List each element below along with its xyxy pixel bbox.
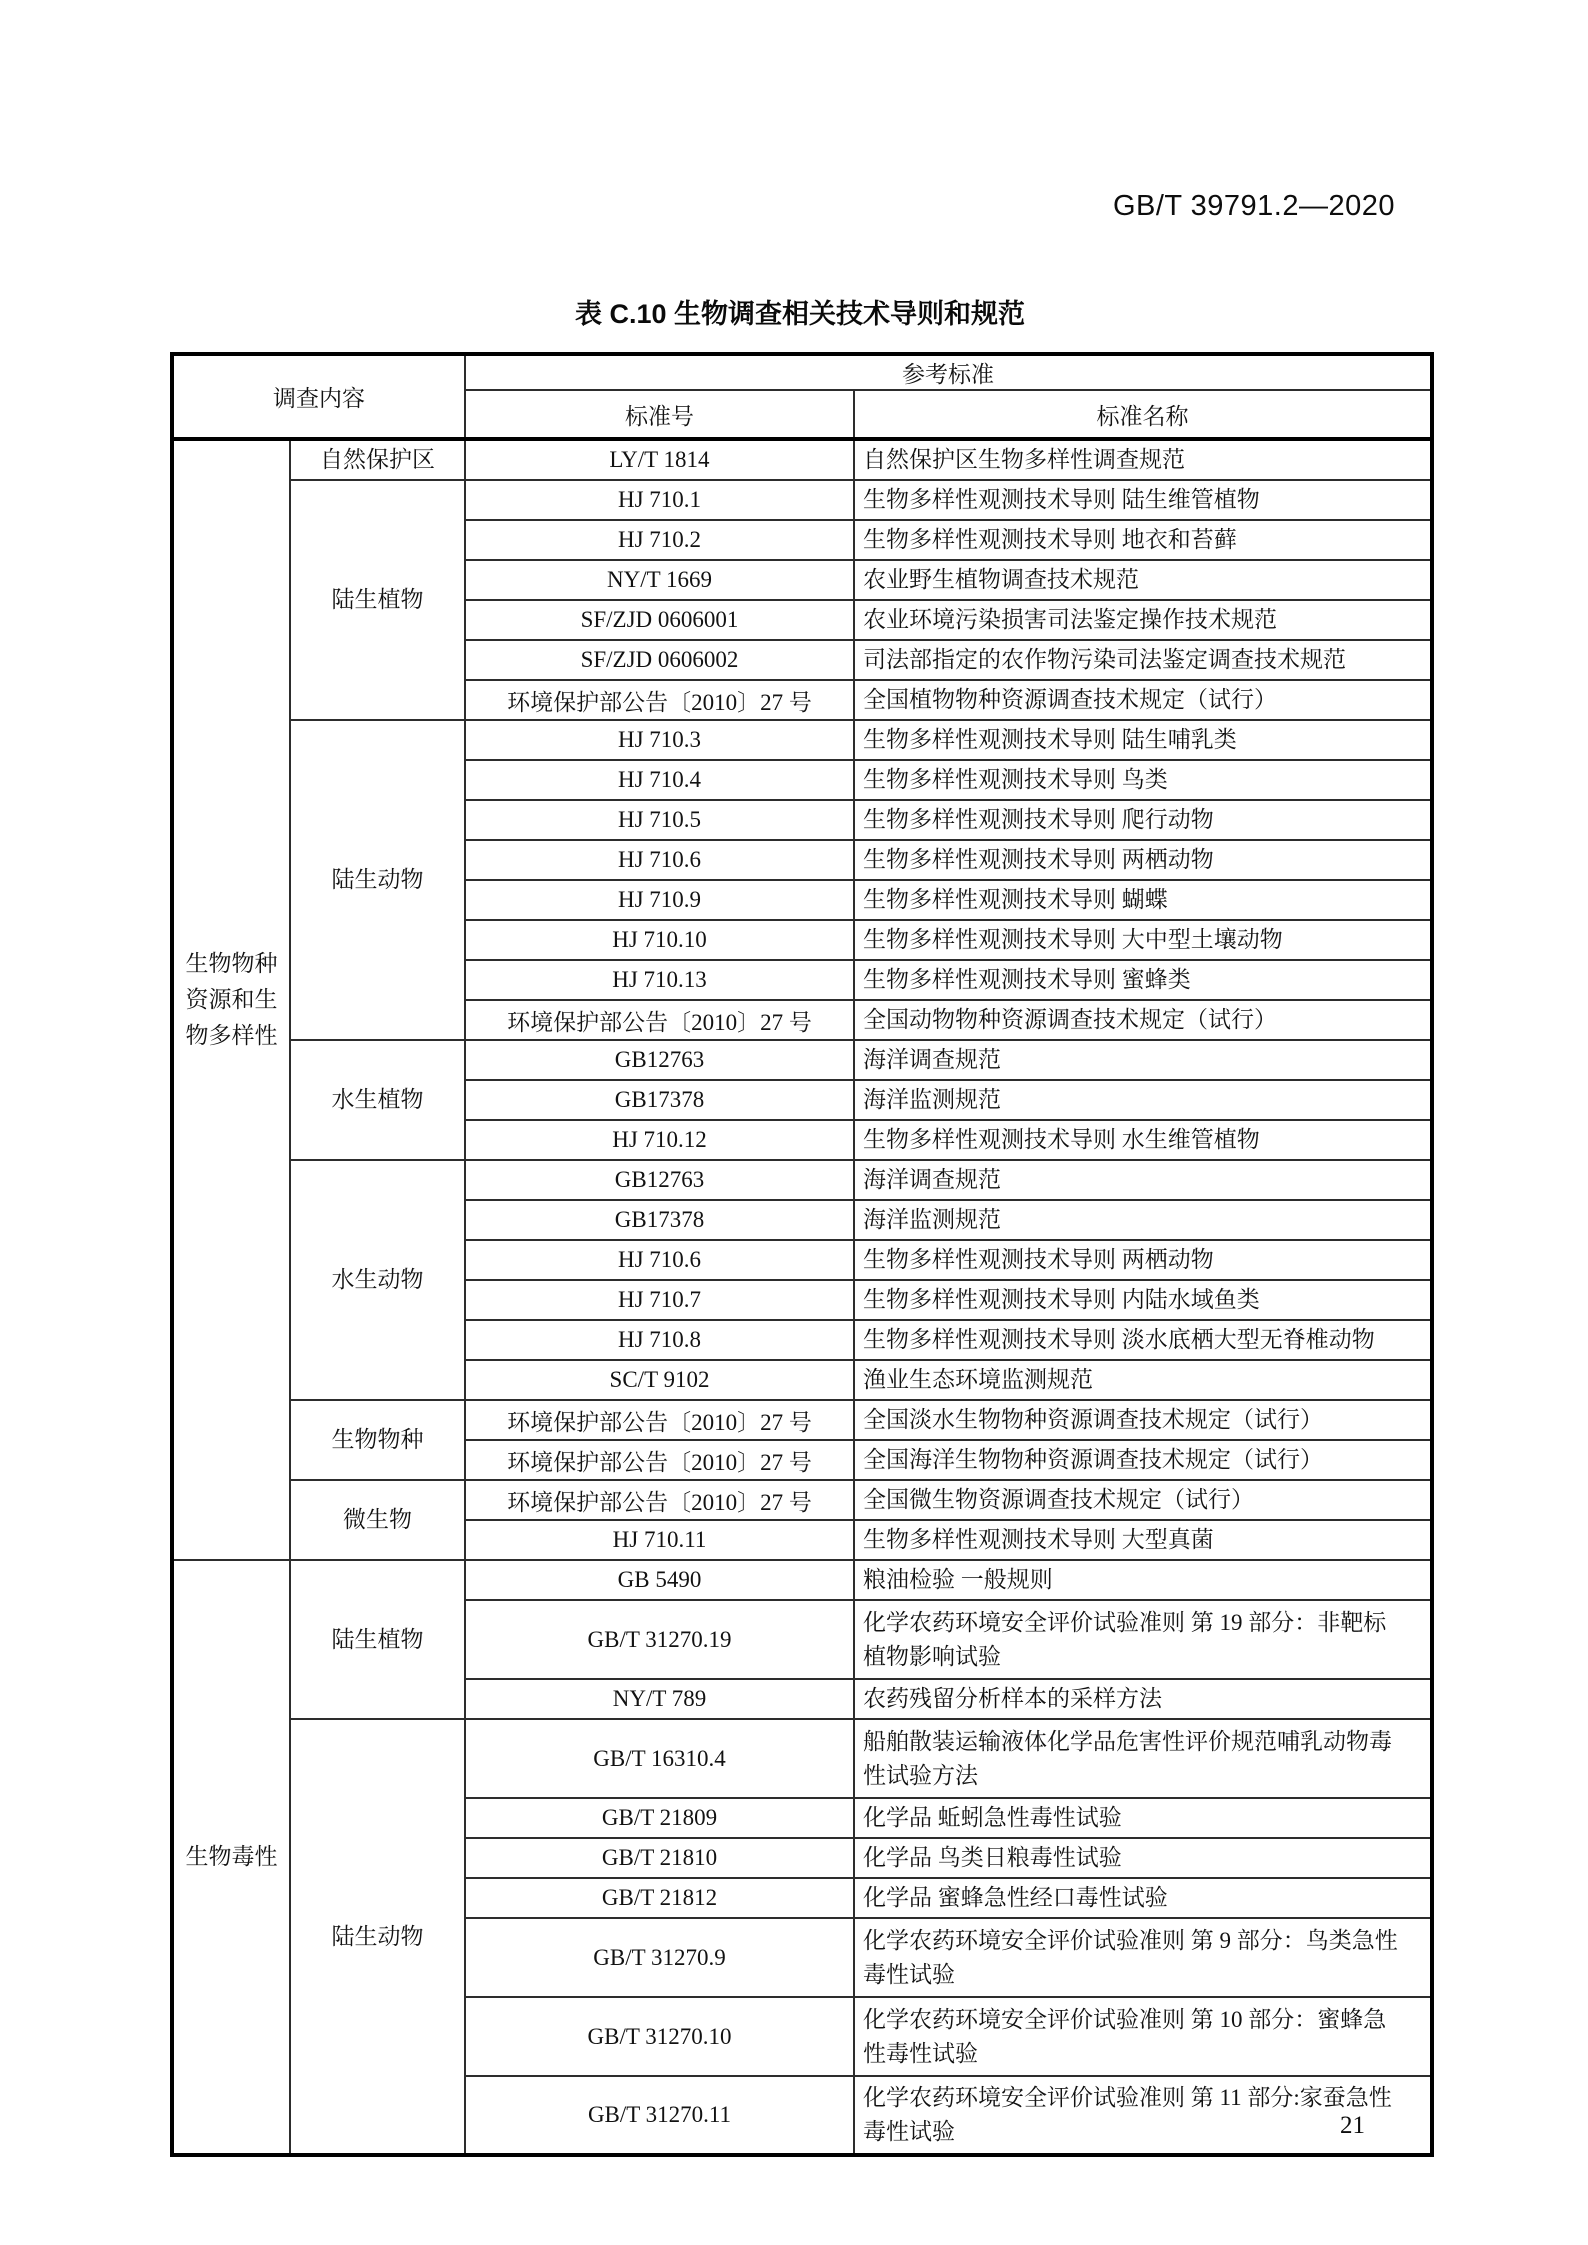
standard-number-cell: HJ 710.1	[465, 480, 854, 520]
standard-name-cell: 农业环境污染损害司法鉴定操作技术规范	[854, 600, 1432, 640]
standard-number-cell: GB12763	[465, 1160, 854, 1200]
standard-name-cell: 海洋监测规范	[854, 1080, 1432, 1120]
standard-number-cell: HJ 710.6	[465, 840, 854, 880]
header-standard-number: 标准号	[465, 390, 854, 439]
category-cell: 生物物种资源和生物多样性	[172, 439, 290, 1560]
standard-number-cell: 环境保护部公告〔2010〕27 号	[465, 680, 854, 720]
standard-number-cell: GB 5490	[465, 1560, 854, 1600]
standard-number-cell: HJ 710.13	[465, 960, 854, 1000]
header-reference-standard: 参考标准	[465, 354, 1432, 390]
subcategory-cell: 陆生植物	[290, 1560, 465, 1719]
standard-name-cell: 化学品 鸟类日粮毒性试验	[854, 1838, 1432, 1878]
standard-number-cell: GB/T 21809	[465, 1798, 854, 1838]
header-standard-name: 标准名称	[854, 390, 1432, 439]
standard-number-cell: HJ 710.8	[465, 1320, 854, 1360]
standard-number-cell: GB/T 16310.4	[465, 1719, 854, 1798]
standard-name-cell: 生物多样性观测技术导则 地衣和苔藓	[854, 520, 1432, 560]
standard-number-cell: HJ 710.11	[465, 1520, 854, 1560]
standard-name-cell: 化学品 蚯蚓急性毒性试验	[854, 1798, 1432, 1838]
standard-number-cell: GB17378	[465, 1080, 854, 1120]
table-row	[172, 439, 1432, 480]
standard-name-cell: 全国淡水生物物种资源调查技术规定（试行）	[854, 1400, 1432, 1440]
table-header-row-1	[172, 354, 1432, 390]
header-survey-content: 调查内容	[172, 354, 465, 439]
standard-name-cell: 化学农药环境安全评价试验准则 第 11 部分:家蚕急性毒性试验	[854, 2076, 1432, 2155]
standard-number-cell: GB/T 21812	[465, 1878, 854, 1918]
standard-name-cell: 自然保护区生物多样性调查规范	[854, 439, 1432, 480]
standard-number-cell: 环境保护部公告〔2010〕27 号	[465, 1000, 854, 1040]
standard-name-cell: 全国微生物资源调查技术规定（试行）	[854, 1480, 1432, 1520]
standard-name-cell: 海洋调查规范	[854, 1040, 1432, 1080]
standard-number-cell: GB17378	[465, 1200, 854, 1240]
standard-name-cell: 船舶散装运输液体化学品危害性评价规范哺乳动物毒性试验方法	[854, 1719, 1432, 1798]
standard-name-cell: 司法部指定的农作物污染司法鉴定调查技术规范	[854, 640, 1432, 680]
standard-number-cell: GB/T 31270.10	[465, 1997, 854, 2076]
subcategory-cell: 生物物种	[290, 1400, 465, 1480]
standard-name-cell: 化学农药环境安全评价试验准则 第 10 部分：蜜蜂急性毒性试验	[854, 1997, 1432, 2076]
standard-number-cell: SF/ZJD 0606001	[465, 600, 854, 640]
standard-number-cell: NY/T 1669	[465, 560, 854, 600]
standard-number-cell: HJ 710.7	[465, 1280, 854, 1320]
standard-number-cell: GB/T 21810	[465, 1838, 854, 1878]
standard-number-cell: GB/T 31270.19	[465, 1600, 854, 1679]
table-row	[172, 480, 1432, 520]
standard-name-cell: 全国植物物种资源调查技术规定（试行）	[854, 680, 1432, 720]
standard-name-cell: 农业野生植物调查技术规范	[854, 560, 1432, 600]
subcategory-cell: 自然保护区	[290, 439, 465, 480]
standard-number-cell: LY/T 1814	[465, 439, 854, 480]
standard-name-cell: 海洋调查规范	[854, 1160, 1432, 1200]
standard-number-cell: GB/T 31270.11	[465, 2076, 854, 2155]
standard-number-cell: HJ 710.12	[465, 1120, 854, 1160]
standard-number-cell: 环境保护部公告〔2010〕27 号	[465, 1480, 854, 1520]
standard-name-cell: 化学农药环境安全评价试验准则 第 19 部分：非靶标植物影响试验	[854, 1600, 1432, 1679]
standard-number-cell: HJ 710.6	[465, 1240, 854, 1280]
standard-name-cell: 生物多样性观测技术导则 陆生哺乳类	[854, 720, 1432, 760]
table-row	[172, 1719, 1432, 1798]
standard-number-cell: SC/T 9102	[465, 1360, 854, 1400]
standard-name-cell: 渔业生态环境监测规范	[854, 1360, 1432, 1400]
standard-name-cell: 生物多样性观测技术导则 淡水底栖大型无脊椎动物	[854, 1320, 1432, 1360]
standard-number-cell: HJ 710.4	[465, 760, 854, 800]
standard-name-cell: 生物多样性观测技术导则 大中型土壤动物	[854, 920, 1432, 960]
standard-name-cell: 生物多样性观测技术导则 鸟类	[854, 760, 1432, 800]
table-row	[172, 1480, 1432, 1520]
standard-name-cell: 全国海洋生物物种资源调查技术规定（试行）	[854, 1440, 1432, 1480]
standard-name-cell: 生物多样性观测技术导则 大型真菌	[854, 1520, 1432, 1560]
subcategory-cell: 微生物	[290, 1480, 465, 1560]
standard-name-cell: 生物多样性观测技术导则 两栖动物	[854, 840, 1432, 880]
standard-name-cell: 粮油检验 一般规则	[854, 1560, 1432, 1600]
standard-name-cell: 生物多样性观测技术导则 内陆水域鱼类	[854, 1280, 1432, 1320]
standard-name-cell: 农药残留分析样本的采样方法	[854, 1679, 1432, 1719]
table-row	[172, 1560, 1432, 1600]
standard-name-cell: 生物多样性观测技术导则 爬行动物	[854, 800, 1432, 840]
standard-name-cell: 化学农药环境安全评价试验准则 第 9 部分：鸟类急性毒性试验	[854, 1918, 1432, 1997]
standard-number-cell: HJ 710.9	[465, 880, 854, 920]
subcategory-cell: 陆生动物	[290, 720, 465, 1040]
standards-table	[170, 352, 1434, 2157]
category-cell: 生物毒性	[172, 1560, 290, 2155]
table-row	[172, 1400, 1432, 1440]
table-row	[172, 1160, 1432, 1200]
standard-number-cell: 环境保护部公告〔2010〕27 号	[465, 1440, 854, 1480]
standard-name-cell: 生物多样性观测技术导则 蜜蜂类	[854, 960, 1432, 1000]
table-row	[172, 1040, 1432, 1080]
standard-number-cell: GB12763	[465, 1040, 854, 1080]
standard-number-cell: HJ 710.5	[465, 800, 854, 840]
table-row	[172, 720, 1432, 760]
standard-number-cell: 环境保护部公告〔2010〕27 号	[465, 1400, 854, 1440]
standard-number-cell: HJ 710.3	[465, 720, 854, 760]
subcategory-cell: 水生动物	[290, 1160, 465, 1400]
standard-number-cell: HJ 710.10	[465, 920, 854, 960]
standard-name-cell: 生物多样性观测技术导则 陆生维管植物	[854, 480, 1432, 520]
standard-name-cell: 生物多样性观测技术导则 水生维管植物	[854, 1120, 1432, 1160]
standard-name-cell: 化学品 蜜蜂急性经口毒性试验	[854, 1878, 1432, 1918]
subcategory-cell: 水生植物	[290, 1040, 465, 1160]
standard-name-cell: 海洋监测规范	[854, 1200, 1432, 1240]
standard-name-cell: 生物多样性观测技术导则 蝴蝶	[854, 880, 1432, 920]
subcategory-cell: 陆生动物	[290, 1719, 465, 2155]
table-body	[172, 439, 1432, 2155]
doc-number: GB/T 39791.2—2020	[1112, 190, 1395, 222]
page-number: 21	[1340, 2112, 1365, 2139]
standard-number-cell: SF/ZJD 0606002	[465, 640, 854, 680]
subcategory-cell: 陆生植物	[290, 480, 465, 720]
standard-name-cell: 生物多样性观测技术导则 两栖动物	[854, 1240, 1432, 1280]
standard-number-cell: NY/T 789	[465, 1679, 854, 1719]
standard-name-cell: 全国动物物种资源调查技术规定（试行）	[854, 1000, 1432, 1040]
standard-number-cell: HJ 710.2	[465, 520, 854, 560]
standard-number-cell: GB/T 31270.9	[465, 1918, 854, 1997]
table-title: 表 C.10 生物调查相关技术导则和规范	[574, 299, 1026, 329]
